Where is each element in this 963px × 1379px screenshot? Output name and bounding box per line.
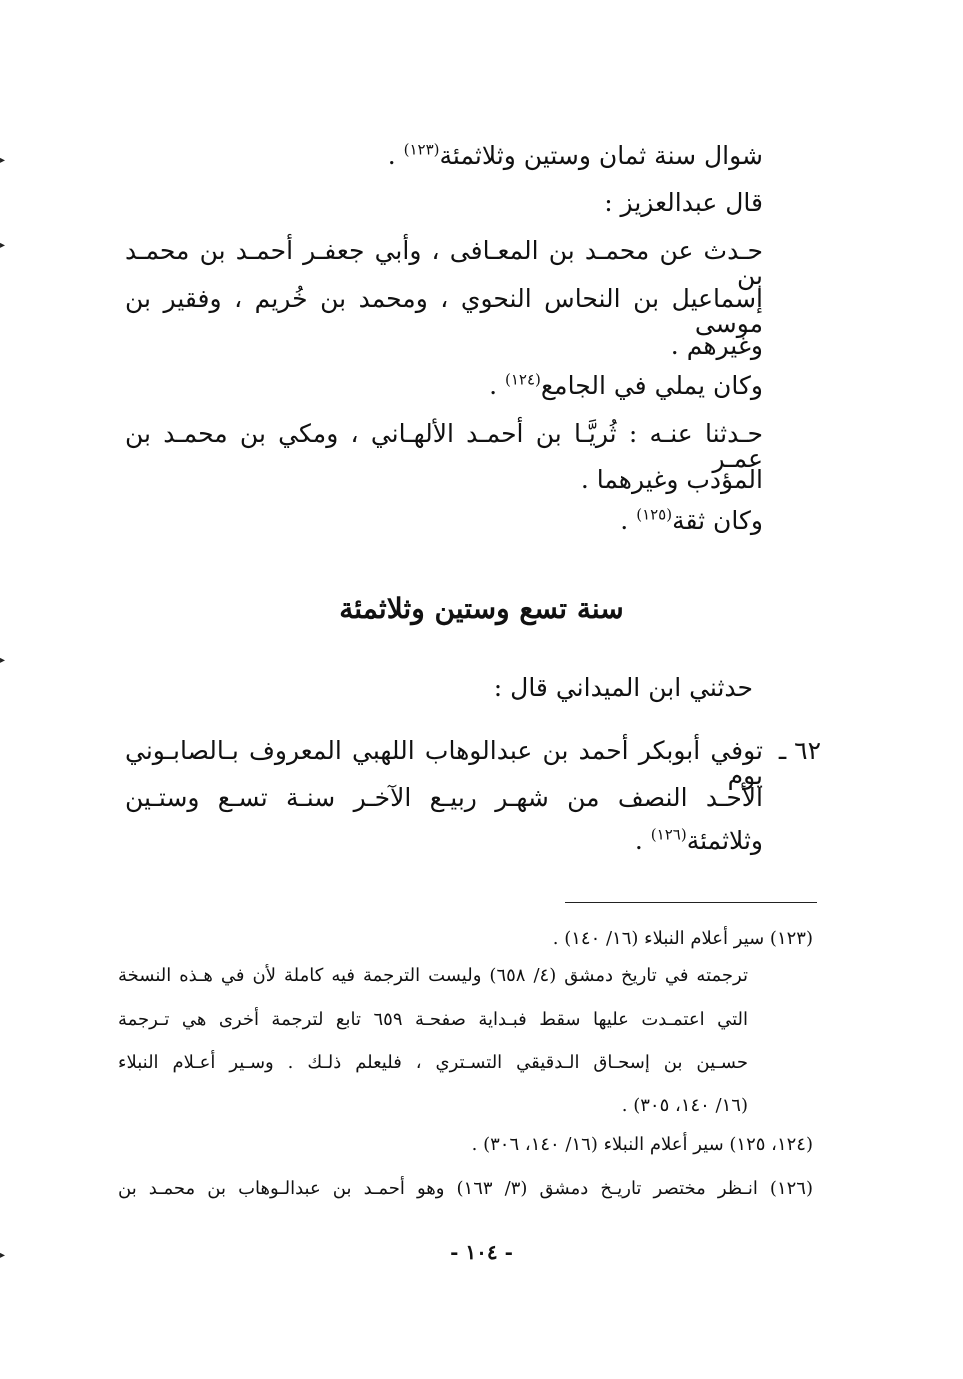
line-text: وغيرهم .: [670, 331, 763, 360]
line-text: حدثني ابن الميداني قال :: [493, 673, 753, 702]
entry-line: [125, 785, 763, 810]
page-number: - ١٠٤ -: [450, 1240, 513, 1264]
body-line: [671, 333, 763, 358]
footnote-line: حسـين بن إسحـاق الـدقيقي التسـتري ، فليعلم ذلـك . وسـير أعـلام النبلاء: [118, 1052, 748, 1073]
scan-edge-mark: ▸: [0, 155, 6, 166]
footnote-ref: (١٢٦): [650, 825, 687, 844]
scan-edge-mark: ▸: [0, 1250, 6, 1261]
scan-edge-mark: ▸: [0, 655, 6, 666]
entry-number: ٦٢ ـ: [778, 736, 821, 765]
body-line: [125, 238, 763, 288]
line-text: وكان ثقة: [672, 506, 763, 535]
footnote-ref: (١٢٤): [504, 370, 541, 389]
line-text: المؤدب وغيرهما .: [580, 465, 763, 494]
body-line: [489, 370, 763, 400]
footnote-line: (١٢٦) انـظر مختصر تاريـخ دمشق (٣/ ١٦٣) وهو أحمـد بن عبدالـوهاب بن محمـد بن: [118, 1178, 813, 1199]
line-tail: .: [489, 371, 505, 400]
scan-edge-mark: ▸: [0, 240, 6, 251]
footnote-line: (١٢٤، ١٢٥) سير أعلام النبلاء (١٦/ ١٤٠، ٣٠٦) .: [471, 1134, 813, 1155]
line-tail: .: [634, 826, 651, 855]
footnote-separator: [565, 902, 817, 903]
line-text: شوال سنة ثمان وستين وثلاثمئة: [439, 141, 763, 170]
footnote-ref: (١٢٥): [636, 505, 673, 524]
footnote-ref: (١٢٣): [403, 140, 440, 159]
line-text: حـدثنا عنـه : ثُريَّـا بن أحمـد الألهـاني ، ومكي بن محمـد بن عمـر: [125, 419, 763, 473]
footnote-line: ترجمته في تاريخ دمشق (٤/ ٦٥٨) وليست الترجمة فيه كاملة لأن في هـذه النسخة: [118, 965, 748, 986]
line-text: وكان يملي في الجامع: [540, 371, 763, 400]
body-line: [125, 421, 763, 471]
line-text: حـدث عن محمـد بن المعـافى ، وأبي جعفـر أحمـد بن محمـد بن: [125, 236, 763, 290]
body-line: [581, 467, 763, 492]
line-text: وثلاثمئة: [686, 826, 763, 855]
body-line: [125, 286, 763, 336]
line-text: قال عبدالعزيز :: [604, 188, 763, 217]
footnote-line: (١٦/ ١٤٠، ٣٠٥) .: [621, 1095, 748, 1116]
body-line: [620, 505, 763, 535]
line-tail: .: [387, 141, 404, 170]
intro-line: [494, 675, 753, 700]
entry-line: [634, 825, 763, 855]
line-tail: .: [620, 506, 637, 535]
body-line: [387, 140, 763, 170]
body-line: [604, 190, 763, 215]
footnote-line: التي اعتمـدت عليها سقط فبـداية صفحـة ٦٥٩ تابع لترجمة أخرى هي تـرجمة: [118, 1009, 748, 1030]
line-text: توفي أبوبكر أحمد بن عبدالوهاب اللهبي المعروف بـالصابـوني يوم: [125, 736, 763, 790]
footnote-line: (١٢٣) سير أعلام النبلاء (١٦/ ١٤٠) .: [552, 928, 813, 949]
line-text: الأحـد النصف من شهـر ربيـع الآخـر سنـة تسـع وستـين: [125, 783, 763, 812]
section-heading: سنة تسع وستين وثلاثمئة: [339, 592, 624, 625]
line-text: إسماعيل بن النحاس النحوي ، ومحمد بن خُريم ، وفقير بن موسى: [125, 284, 763, 338]
entry-line: [125, 738, 763, 788]
